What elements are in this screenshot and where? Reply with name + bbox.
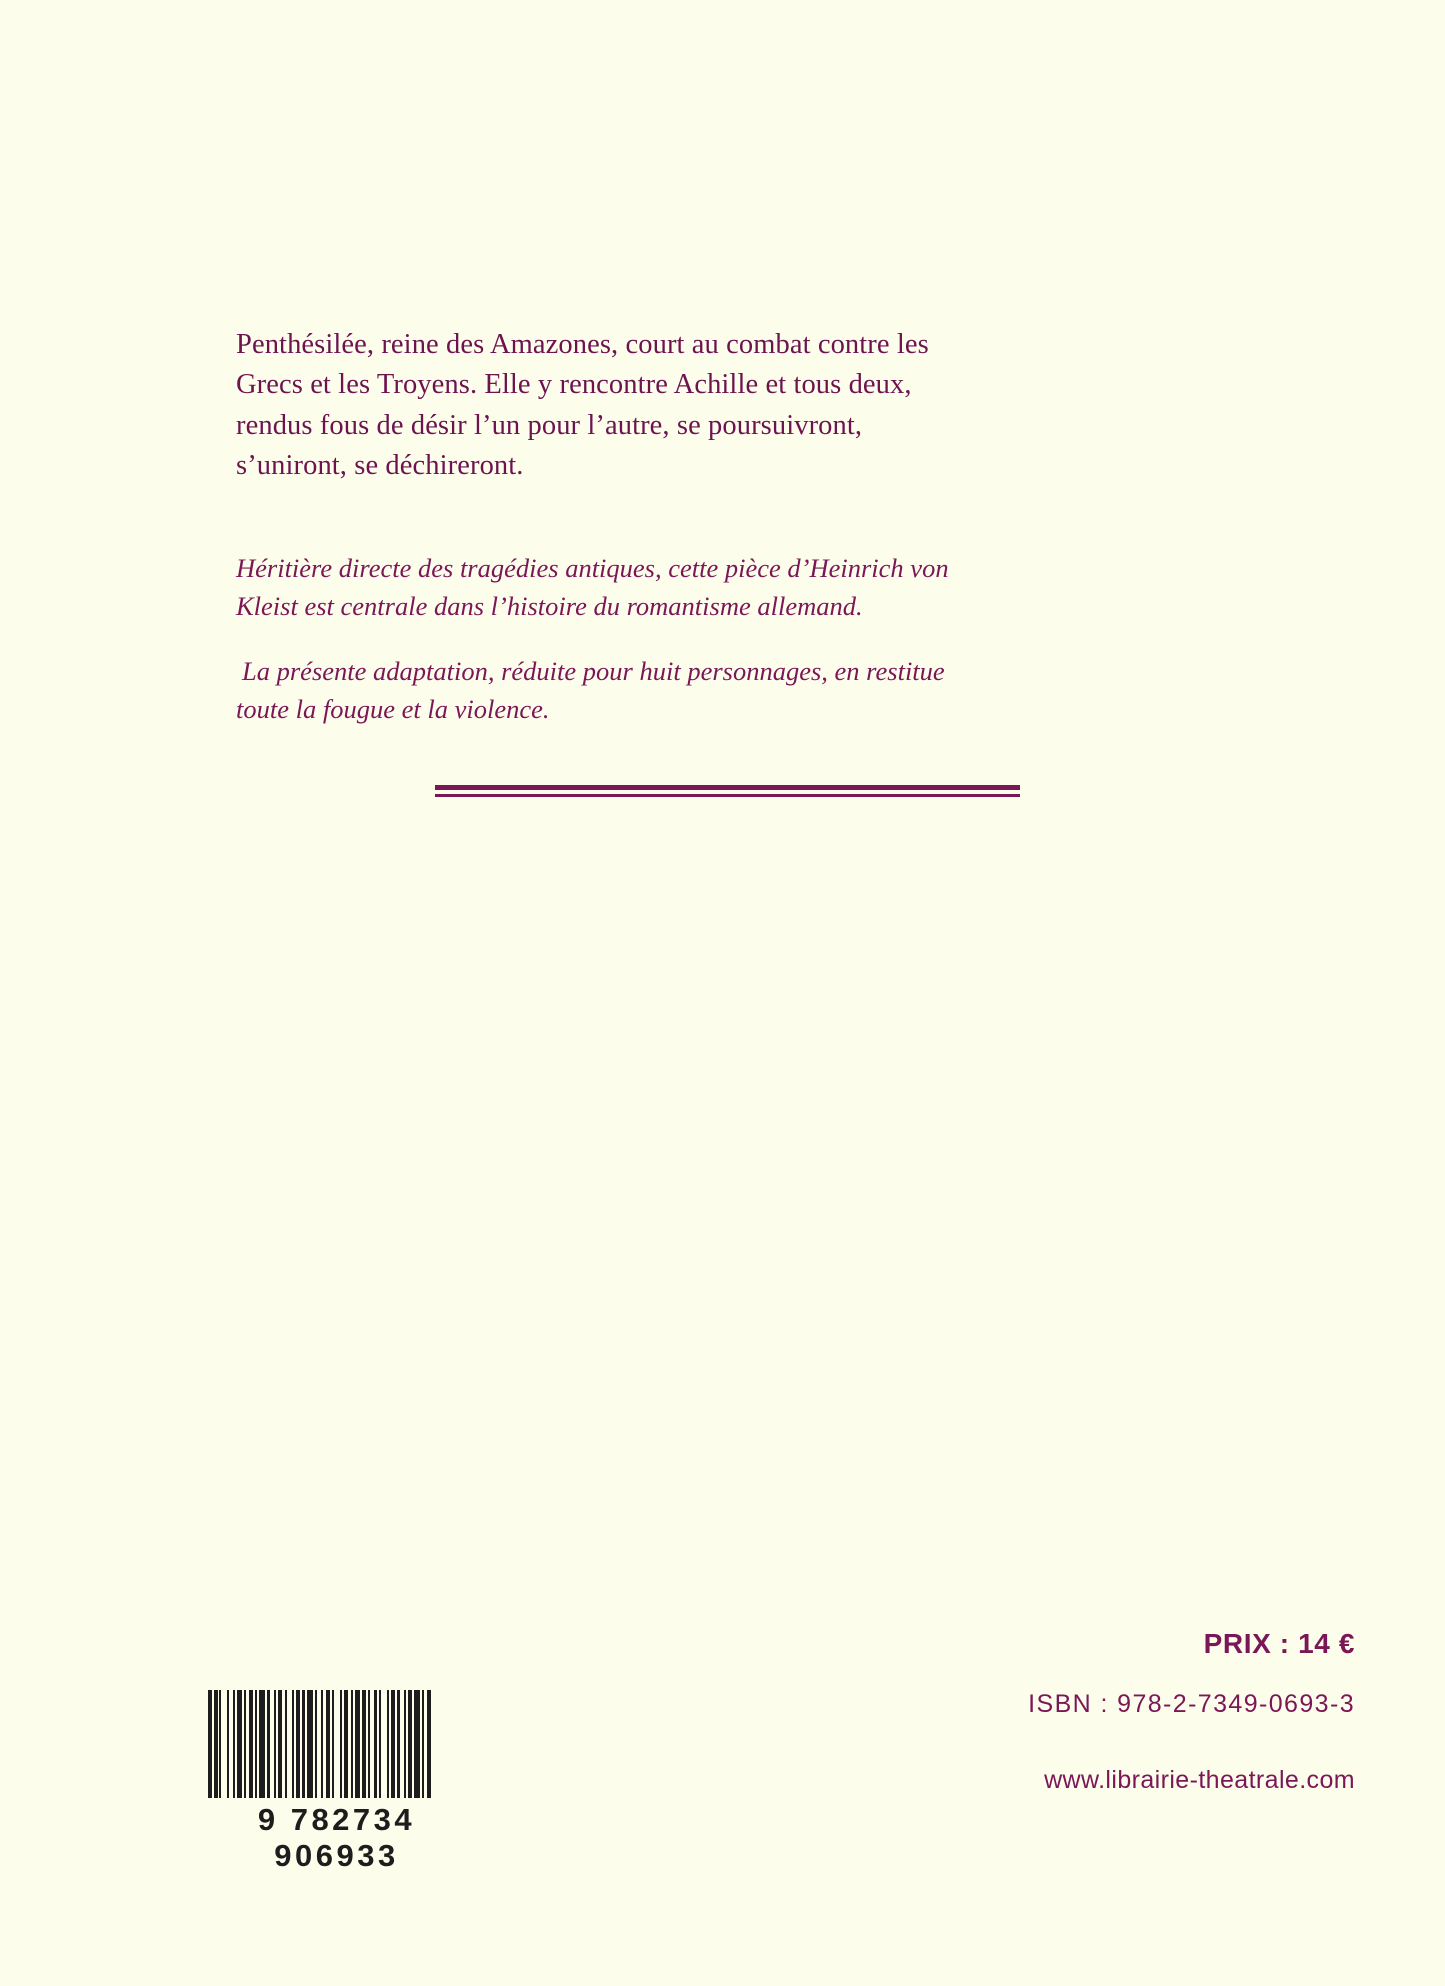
barcode-digits: 9 782734 906933 (257, 1802, 416, 1873)
note-text-1: Héritière directe des tragédies antiques, cette pièce d’Heinrich von Kleist est centrale dans l’histoire du romantisme allemand. (236, 552, 949, 622)
rule-thin (435, 794, 1020, 797)
note-text-2: La présente adaptation, réduite pour huit personnages, en restitue toute la fougue et la violence. (236, 655, 945, 725)
double-rule-ornament (435, 785, 1020, 797)
barcode (208, 1690, 463, 1874)
price-label: PRIX : 14 € (1203, 1628, 1355, 1659)
synopsis-text: Penthésilée, reine des Amazones, court au combat contre les Grecs et les Troyens. Elle y rencontre Achille et tous deux, rendus fous de désir l’un pour l’autre, se poursuivront, s’uniront, se déchireront. (236, 329, 929, 482)
website-label[interactable]: www.librairie-theatrale.com (1044, 1766, 1355, 1794)
blurb-block (236, 325, 976, 729)
barcode-bars (208, 1690, 463, 1798)
isbn-label: ISBN : 978-2-7349-0693-3 (1028, 1690, 1355, 1718)
